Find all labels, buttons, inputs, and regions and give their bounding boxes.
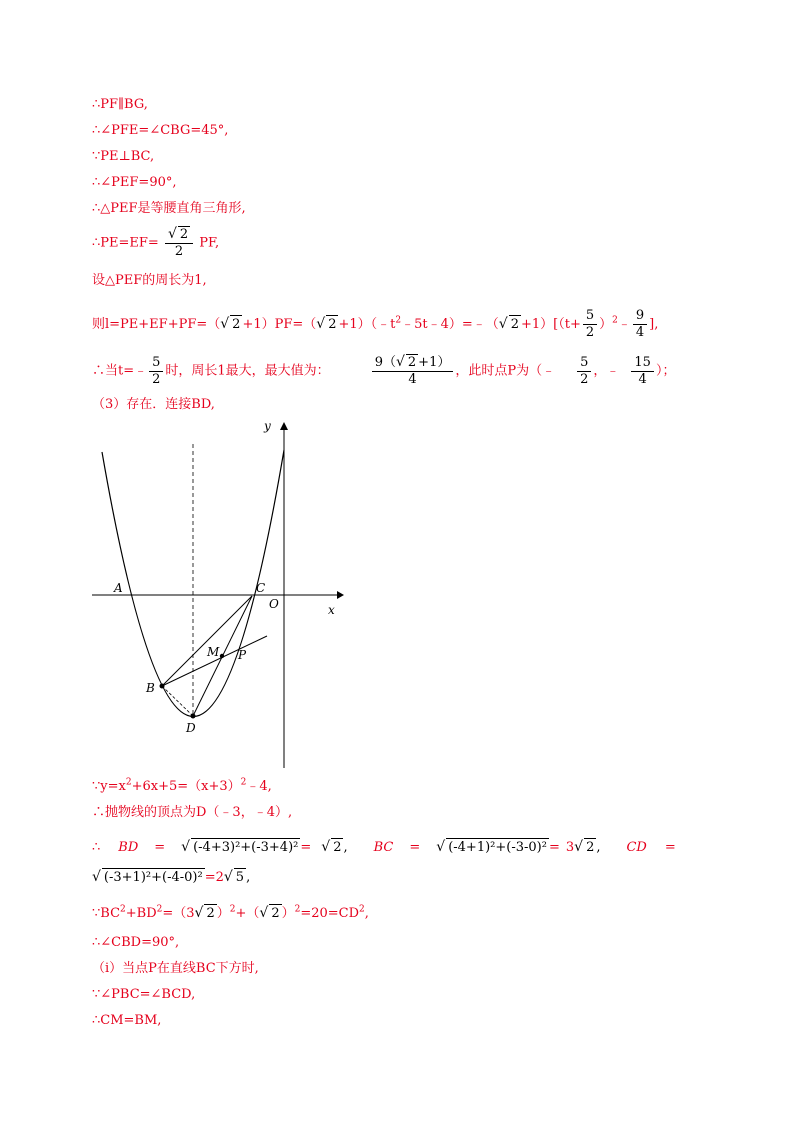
text: = bbox=[548, 840, 560, 855]
label-o: O bbox=[269, 597, 279, 611]
radical-bc: (-4+1)²+(-3-0)² bbox=[448, 840, 547, 855]
text: PF, bbox=[199, 235, 220, 251]
sqrt-2: 2 bbox=[510, 317, 519, 332]
sqrt-2: 2 bbox=[328, 317, 337, 332]
line-bp bbox=[162, 636, 267, 686]
fraction-five-halves: $\frac{5}{2}$ bbox=[149, 355, 163, 388]
fraction-five-halves: $\frac{5}{2}$ bbox=[577, 355, 591, 388]
exponent: 2 bbox=[229, 904, 236, 915]
line-bc bbox=[162, 596, 252, 686]
sqrt-2: 2 bbox=[232, 317, 241, 332]
label-d: D bbox=[186, 721, 196, 735]
text: ∵BC bbox=[92, 906, 121, 921]
y-axis-arrow-icon bbox=[280, 422, 288, 430]
text: =20=CD bbox=[300, 906, 360, 921]
text: ﹣ bbox=[617, 317, 631, 332]
text: ） bbox=[216, 906, 230, 921]
exponent: 2 bbox=[156, 904, 163, 915]
line-pe-ef bbox=[92, 226, 219, 260]
text: +1）[（t+ bbox=[520, 317, 581, 332]
line-perimeter-def: 设△PEF的周长为1, bbox=[92, 273, 207, 288]
point-b bbox=[160, 684, 165, 689]
x-axis-label: x bbox=[328, 603, 335, 617]
text: ，此时点P为（﹣ bbox=[455, 363, 556, 379]
line-max-perimeter bbox=[92, 354, 675, 388]
line-bd-dashed bbox=[162, 686, 193, 716]
radical-cd: (-3+1)²+(-4-0)² bbox=[103, 870, 203, 885]
text: +1）（﹣t bbox=[338, 317, 396, 332]
line-isosceles-right: ∴△PEF是等腰直角三角形, bbox=[92, 201, 246, 216]
text: 则l=PE+EF+PF=（ bbox=[92, 317, 221, 332]
label-b: B bbox=[146, 681, 155, 695]
text: BC bbox=[373, 840, 394, 855]
text: = bbox=[300, 840, 312, 855]
text: = bbox=[154, 840, 166, 855]
text: ﹣4, bbox=[246, 779, 272, 794]
fraction-max-value: $\frac{9(√ 2 +1)}{4}$ bbox=[372, 354, 454, 388]
text: 3 bbox=[565, 840, 575, 855]
text: ∵y=x bbox=[92, 779, 126, 794]
label-m: M bbox=[207, 645, 220, 659]
exponent: 2 bbox=[120, 904, 126, 915]
sqrt: 5 bbox=[235, 870, 245, 885]
text: 时，周长1最大，最大值为： bbox=[165, 363, 330, 379]
line-vertex-form bbox=[92, 778, 272, 796]
text: +6x+5=（x+3） bbox=[131, 779, 241, 794]
line-distances: ∴ BD = √ (-4+3)²+(-3+4)² = √ 2 , BC = √ (-4+1)²+(-3-0)² = 3√ 2 , CD = bbox=[92, 839, 676, 855]
line-pf-parallel-bg: ∴PF∥BG, bbox=[92, 97, 148, 112]
point-d bbox=[191, 714, 196, 719]
exponent: 2 bbox=[395, 315, 402, 326]
denominator: 2 bbox=[174, 244, 184, 259]
text: ∴当t=﹣ bbox=[92, 363, 148, 379]
parabola-figure bbox=[92, 418, 352, 770]
fraction-five-halves: $\frac{5}{2}$ bbox=[583, 308, 597, 341]
text: = bbox=[409, 840, 421, 855]
text: ）； bbox=[655, 363, 676, 379]
text: ﹣5t﹣4）=﹣（ bbox=[401, 317, 499, 332]
exponent: 2 bbox=[240, 777, 247, 788]
sqrt: 2 bbox=[586, 840, 595, 855]
sqrt: 2 bbox=[206, 906, 215, 921]
text: =（3 bbox=[162, 906, 195, 921]
text: =2 bbox=[204, 870, 224, 885]
text: +（ bbox=[235, 906, 260, 921]
text: , bbox=[364, 906, 369, 921]
text: CD bbox=[626, 840, 647, 855]
line-angle-pbc: ∵∠PBC=∠BCD, bbox=[92, 987, 196, 1002]
text: ） bbox=[281, 906, 295, 921]
x-axis-arrow-icon bbox=[337, 591, 344, 599]
text: ∴PE=EF= bbox=[92, 235, 159, 251]
text: ], bbox=[649, 317, 659, 332]
exponent: 2 bbox=[294, 904, 301, 915]
exponent: 2 bbox=[125, 777, 132, 788]
text: +1）PF=（ bbox=[242, 317, 317, 332]
y-axis-label: y bbox=[264, 419, 271, 433]
point-m bbox=[220, 654, 224, 658]
line-angle-pfe: ∴∠PFE=∠CBG=45°, bbox=[92, 123, 229, 138]
text: ∴ bbox=[92, 840, 101, 855]
text: BD bbox=[118, 840, 139, 855]
fraction-fifteen-quarters: $\frac{15}{4}$ bbox=[631, 355, 654, 388]
exponent: 2 bbox=[359, 904, 365, 915]
label-a: A bbox=[114, 581, 123, 595]
line-vertex-d: ∴抛物线的顶点为D（﹣3，﹣4）, bbox=[92, 805, 293, 820]
label-c: C bbox=[256, 581, 266, 595]
sqrt: 2 bbox=[271, 906, 280, 921]
line-pythagoras: $\because BC^2+BD^2=(3√$ 2 ）$^2$+（√ 2 ）$^2=20=CD^2$, bbox=[92, 904, 369, 921]
line-cm-bm: ∴CM=BM, bbox=[92, 1013, 162, 1028]
radicand: 2 bbox=[179, 227, 189, 242]
line-perimeter-expr: 则l=PE+EF+PF=（√ 2 +1）PF=（√ $2 +1)(﹣t^2﹣5t﹣4)=﹣(√$ 2 +1）[（t+ $\frac{5}{2}$ ）$^2$﹣ $\frac{9}{4}$ ], bbox=[92, 308, 659, 340]
line-angle-cbd: ∴∠CBD=90°, bbox=[92, 935, 180, 950]
text: +BD bbox=[125, 906, 157, 921]
text: ，﹣ bbox=[593, 363, 620, 379]
label-p: P bbox=[238, 648, 247, 662]
fraction-nine-quarters: $\frac{9}{4}$ bbox=[633, 308, 647, 341]
exponent: 2 bbox=[612, 315, 618, 326]
line-pe-perp-bc: ∵PE⊥BC, bbox=[92, 149, 155, 164]
line-case-i: （i）当点P在直线BC下方时, bbox=[92, 961, 259, 976]
line-angle-pef: ∴∠PEF=90°, bbox=[92, 175, 177, 190]
radical-bd: (-4+3)²+(-3+4)² bbox=[193, 840, 299, 855]
text: = bbox=[664, 840, 676, 855]
line-part3-exists: （3）存在．连接BD, bbox=[92, 397, 215, 412]
sqrt: 2 bbox=[333, 840, 342, 855]
fraction-sqrt2-over-2: $\frac{√ 2}{2}$ bbox=[165, 226, 193, 260]
line-cd-value: √ (-3+1)²+(-4-0)² =2√ 5 , bbox=[92, 869, 251, 885]
